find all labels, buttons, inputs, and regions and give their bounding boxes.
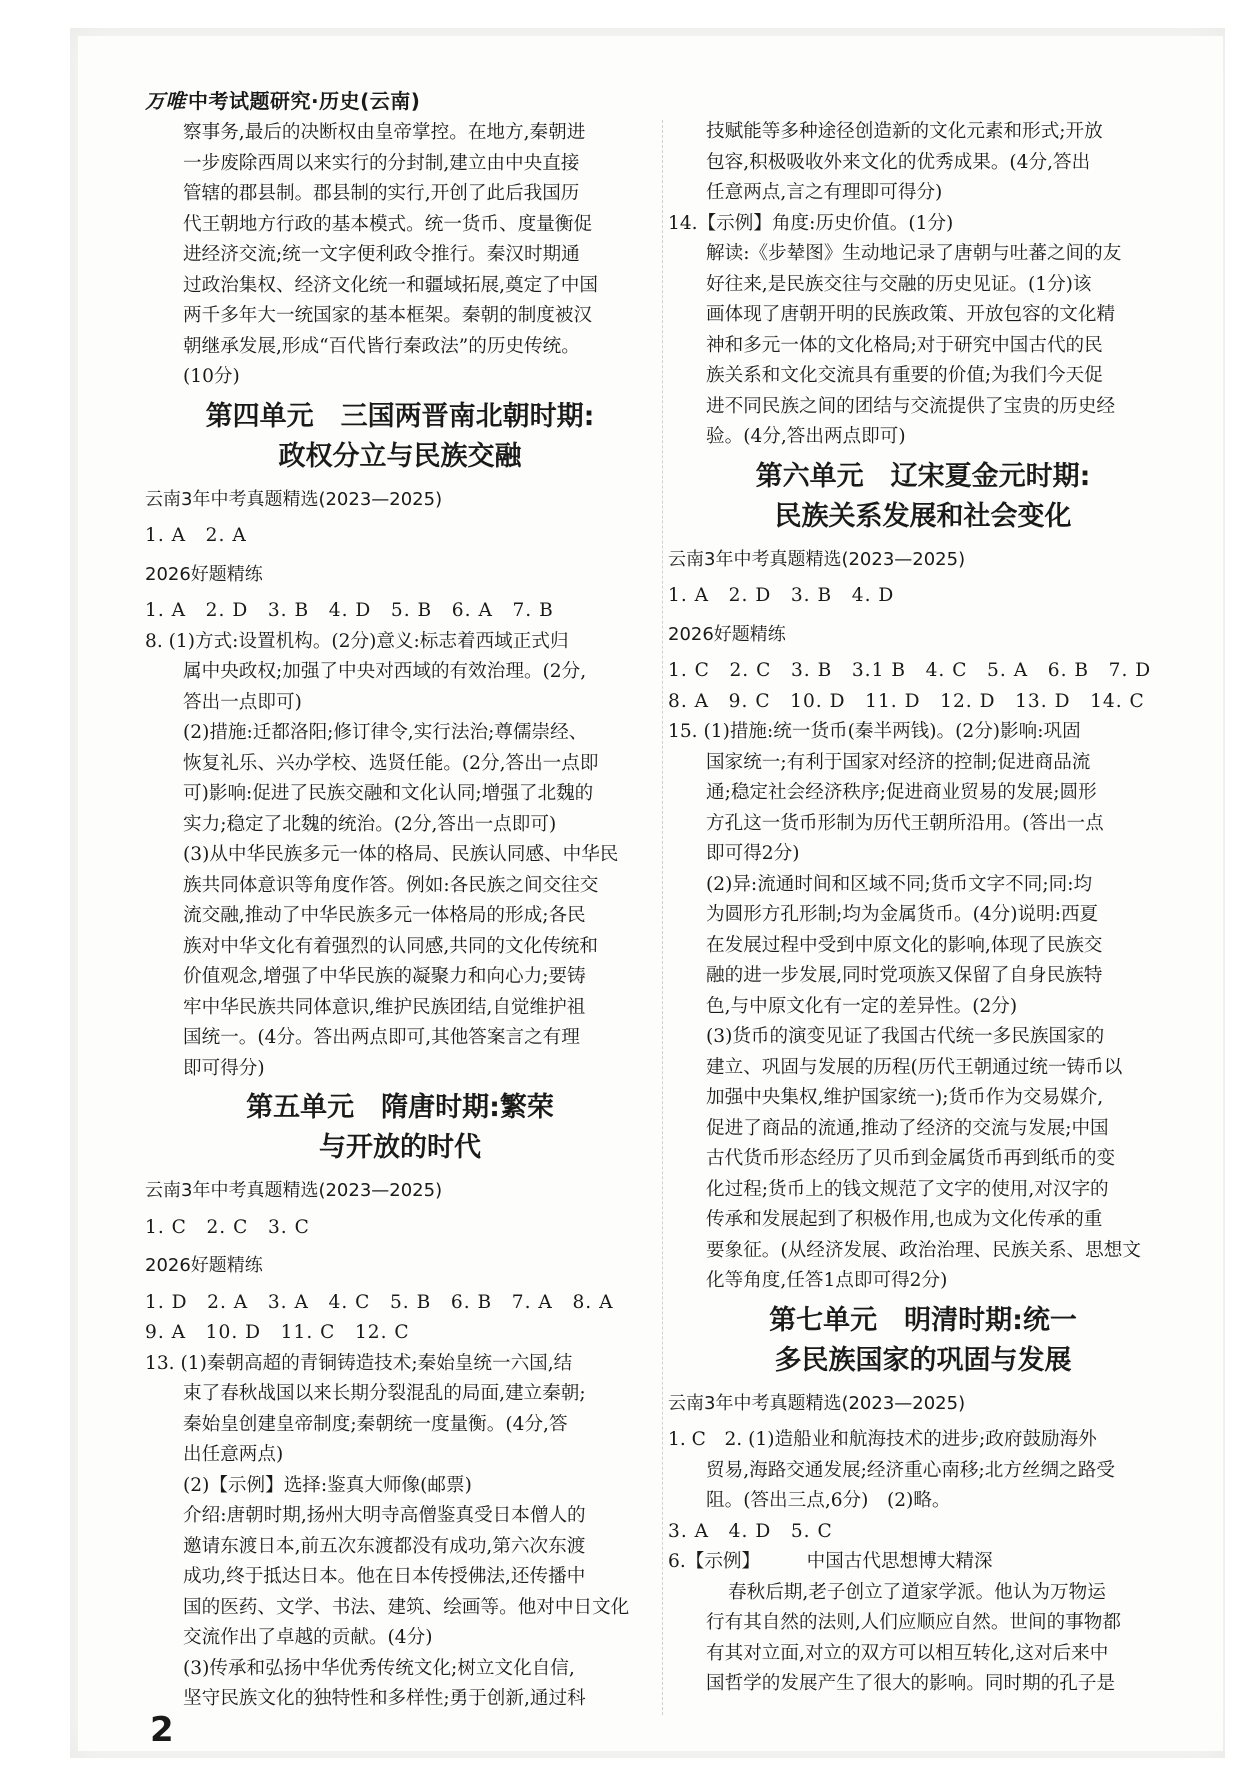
answer-line: 1. C 2. C 3. C (145, 1216, 310, 1238)
text-line: 任意两点,言之有理即可得分) (706, 182, 943, 203)
page-header (145, 85, 420, 114)
unit-title-line: 第四单元 三国两晋南北朝时期: (205, 400, 595, 432)
column-divider (662, 120, 663, 1715)
text-line: 要象征。(从经济发展、政治治理、民族关系、思想文 (706, 1239, 1141, 1261)
text-line: 画体现了唐朝开明的民族政策、开放包容的文化精 (706, 304, 1116, 325)
text-line: 8. (1)方式:设置机构。(2分)意义:标志着西域正式归 (145, 630, 569, 652)
text-line: 管辖的郡县制。郡县制的实行,开创了此后我国历 (183, 183, 580, 204)
unit-title-line: 第六单元 辽宋夏金元时期: (755, 460, 1091, 492)
unit-title-line: 与开放的时代 (319, 1132, 481, 1163)
text-line: (2)【示例】选择:鉴真大师像(邮票) (183, 1474, 472, 1496)
brand-logo: 万唯 (145, 89, 186, 113)
answer-line: 3. A 4. D 5. C (668, 1520, 833, 1542)
section-subtitle: 2026好题精练 (145, 563, 263, 585)
text-line: 传承和发展起到了积极作用,也成为文化传承的重 (706, 1209, 1103, 1230)
text-line: 6.【示例】 中国古代思想博大精深 (668, 1551, 993, 1572)
text-line: 加强中央集权,维护国家统一);货币作为交易媒介, (706, 1087, 1104, 1108)
text-line: 实力;稳定了北魏的统治。(2分,答出一点即可) (183, 813, 557, 835)
section-subtitle: 云南3年中考真题精选(2023—2025) (668, 548, 966, 570)
section-subtitle: 云南3年中考真题精选(2023—2025) (145, 1180, 443, 1201)
text-line: 14.【示例】角度:历史价值。(1分) (668, 212, 954, 234)
text-line: 方孔这一货币形制为历代王朝所沿用。(答出一点 (706, 812, 1104, 834)
text-line: 通;稳定社会经济秩序;促进商业贸易的发展;圆形 (706, 782, 1097, 803)
section-subtitle: 云南3年中考真题精选(2023—2025) (145, 488, 443, 510)
answer-line: 1. A 2. D 3. B 4. D (668, 585, 895, 606)
text-line: 行有其自然的法则,人们应顺应自然。世间的事物都 (706, 1612, 1121, 1633)
text-line: 秦始皇创建皇帝制度;秦朝统一度量衡。(4分,答 (183, 1413, 568, 1435)
text-line: 进不同民族之间的团结与交流提供了宝贵的历史经 (706, 395, 1116, 417)
text-line: 国哲学的发展产生了很大的影响。同时期的孔子是 (706, 1673, 1116, 1694)
text-line: 察事务,最后的决断权由皇帝掌控。在地方,秦朝进 (183, 122, 586, 143)
text-line: 神和多元一体的文化格局;对于研究中国古代的民 (706, 334, 1103, 356)
text-line: 促进了商品的流通,推动了经济的交流与发展;中国 (706, 1117, 1109, 1139)
text-line: 成功,终于抵达日本。他在日本传授佛法,还传播中 (183, 1566, 586, 1587)
text-line: (3)货币的演变见证了我国古代统一多民族国家的 (706, 1026, 1105, 1047)
answer-line: 1. C 2. C 3. B 3.1 B 4. C 5. A 6. B 7. D (668, 660, 1152, 681)
text-line: 国家统一;有利于国家对经济的控制;促进商品流 (706, 751, 1091, 773)
left-column (145, 118, 655, 1715)
text-line: 一步废除西周以来实行的分封制,建立由中央直接 (183, 152, 580, 174)
unit-title-line: 第五单元 隋唐时期:繁荣 (246, 1092, 554, 1123)
answer-line: 1. A 2. D 3. B 4. D 5. B 6. A 7. B (145, 600, 554, 621)
header-title: 中考试题研究·历史(云南) (188, 89, 421, 113)
text-line: 恢复礼乐、兴办学校、选贤任能。(2分,答出一点即 (183, 752, 599, 774)
text-line: 牢中华民族共同体意识,维护民族团结,自觉维护祖 (183, 996, 586, 1018)
text-line: 代王朝地方行政的基本模式。统一货币、度量衡促 (183, 213, 593, 235)
text-line: 贸易,海路交通发展;经济重心南移;北方丝绸之路受 (706, 1459, 1115, 1481)
text-line: 为圆形方孔形制;均为金属货币。(4分)说明:西夏 (706, 904, 1099, 925)
text-line: 建立、巩固与发展的历程(历代王朝通过统一铸币以 (706, 1056, 1123, 1078)
section-subtitle: 2026好题精练 (145, 1255, 263, 1276)
text-line: (10分) (183, 366, 240, 387)
unit-4-heading (145, 397, 655, 477)
text-line: 朝继承发展,形成“百代皆行秦政法”的历史传统。 (183, 335, 580, 357)
text-line: 在发展过程中受到中原文化的影响,体现了民族交 (706, 934, 1103, 956)
text-line: 即可得2分) (706, 843, 800, 864)
text-line: 春秋后期,老子创立了道家学派。他认为万物运 (728, 1581, 1106, 1603)
text-line: (3)传承和弘扬中华优秀传统文化;树立文化自信, (183, 1657, 575, 1679)
text-line: 色,与中原文化有一定的差异性。(2分) (706, 995, 1018, 1017)
text-line: 15. (1)措施:统一货币(秦半两钱)。(2分)影响:巩固 (668, 721, 1081, 742)
text-line: 束了春秋战国以来长期分裂混乱的局面,建立秦朝; (183, 1383, 586, 1404)
text-line: 1. C 2. (1)造船业和航海技术的进步;政府鼓励海外 (668, 1429, 1097, 1450)
unit-title-line: 第七单元 明清时期:统一 (769, 1304, 1077, 1336)
answer-line: 9. A 10. D 11. C 12. C (145, 1322, 410, 1343)
section-subtitle: 2026好题精练 (668, 623, 786, 645)
text-line: 属中央政权;加强了中央对西域的有效治理。(2分, (183, 661, 587, 682)
text-line: 过政治集权、经济文化统一和疆域拓展,奠定了中国 (183, 274, 598, 296)
text-line: 邀请东渡日本,前五次东渡都没有成功,第六次东渡 (183, 1535, 586, 1557)
answer-line: 1. A 2. A (145, 525, 247, 546)
text-line: 包容,积极吸收外来文化的优秀成果。(4分,答出 (706, 151, 1091, 173)
unit-6-heading (668, 457, 1178, 537)
text-line: 可)影响:促进了民族交融和文化认同;增强了北魏的 (183, 783, 594, 804)
unit-title-line: 政权分立与民族交融 (278, 440, 522, 472)
text-line: (2)措施:迁都洛阳;修订律令,实行法治;尊儒崇经、 (183, 722, 588, 743)
answer-line: 1. D 2. A 3. A 4. C 5. B 6. B 7. A 8. A (145, 1291, 614, 1313)
text-line: 两千多年大一统国家的基本框架。秦朝的制度被汉 (183, 305, 593, 326)
text-line: 13. (1)秦朝高超的青铜铸造技术;秦始皇统一六国,结 (145, 1352, 573, 1374)
text-line: 介绍:唐朝时期,扬州大明寺高僧鉴真受日本僧人的 (183, 1505, 586, 1526)
text-line: 解读:《步辇图》生动地记录了唐朝与吐蕃之间的友 (706, 243, 1122, 264)
page-number: 2 (150, 1710, 174, 1750)
text-line: 国的医药、文学、书法、建筑、绘画等。他对中日文化 (183, 1596, 630, 1618)
text-line: 验。(4分,答出两点即可) (706, 426, 906, 447)
text-line: 好往来,是民族交往与交融的历史见证。(1分)该 (706, 273, 1092, 295)
unit-7-heading (668, 1301, 1178, 1381)
right-column (668, 118, 1178, 1700)
section-subtitle: 云南3年中考真题精选(2023—2025) (668, 1392, 966, 1414)
text-line: 坚守民族文化的独特性和多样性;勇于创新,通过科 (183, 1688, 586, 1709)
text-line: 技赋能等多种途径创造新的文化元素和形式;开放 (706, 121, 1103, 142)
text-line: (2)异:流通时间和区域不同;货币文字不同;同:均 (706, 873, 1093, 895)
unit-title-line: 多民族国家的巩固与发展 (774, 1344, 1072, 1376)
unit-5-heading (145, 1088, 655, 1168)
text-line: 阻。(答出三点,6分) (2)略。 (706, 1490, 951, 1511)
text-line: 有其对立面,对立的双方可以相互转化,这对后来中 (706, 1642, 1109, 1664)
text-line: 答出一点即可) (183, 691, 302, 713)
text-line: 即可得分) (183, 1057, 265, 1079)
unit-title-line: 民族关系发展和社会变化 (774, 500, 1072, 532)
text-line: (3)从中华民族多元一体的格局、民族认同感、中华民 (183, 844, 619, 865)
text-line: 化等角度,任答1点即可得2分) (706, 1270, 948, 1291)
text-line: 出任意两点) (183, 1444, 284, 1465)
text-line: 国统一。(4分。答出两点即可,其他答案言之有理 (183, 1027, 580, 1048)
text-line: 族关系和文化交流具有重要的价值;为我们今天促 (706, 365, 1103, 386)
answer-line: 8. A 9. C 10. D 11. D 12. D 13. D 14. C (668, 690, 1145, 712)
text-line: 价值观念,增强了中华民族的凝聚力和向心力;要铸 (183, 966, 586, 987)
text-line: 交流作出了卓越的贡献。(4分) (183, 1627, 433, 1648)
text-line: 进经济交流;统一文字便利政令推行。秦汉时期通 (183, 244, 580, 265)
text-line: 化过程;货币上的钱文规范了文字的使用,对汉字的 (706, 1178, 1109, 1200)
text-line: 流交融,推动了中华民族多元一体格局的形成;各民 (183, 905, 586, 926)
text-line: 族对中华文化有着强烈的认同感,共同的文化传统和 (183, 935, 598, 957)
text-line: 族共同体意识等角度作答。例如:各民族之间交往交 (183, 874, 599, 896)
text-line: 古代货币形态经历了贝币到金属货币再到纸币的变 (706, 1148, 1116, 1169)
text-line: 融的进一步发展,同时党项族又保留了自身民族特 (706, 965, 1103, 986)
